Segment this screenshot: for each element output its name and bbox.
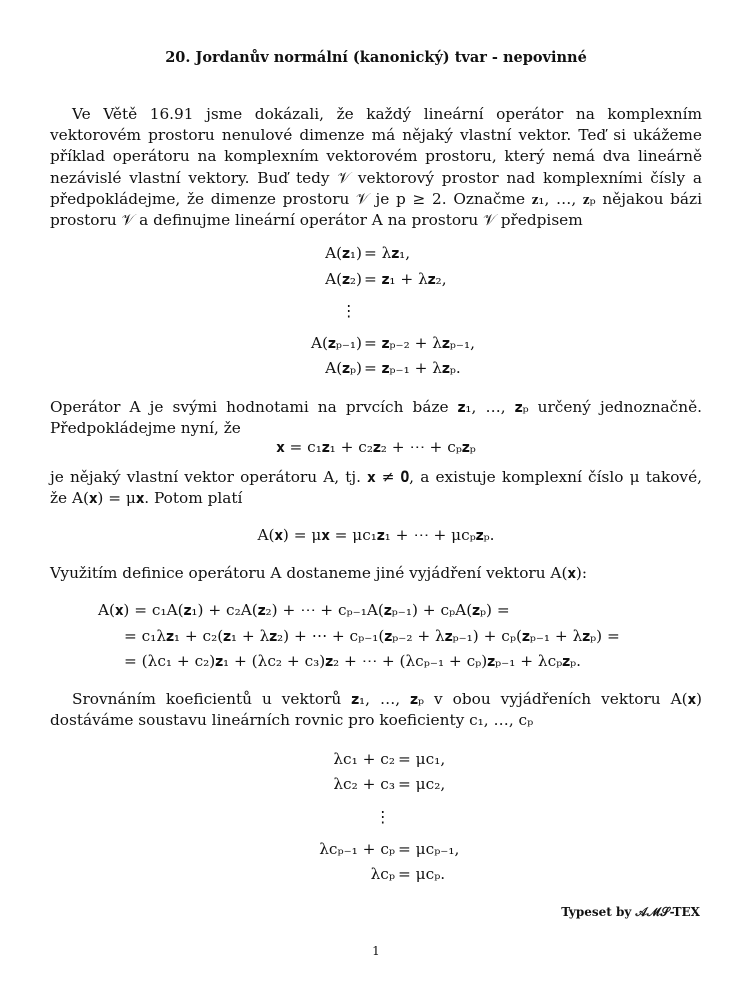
long-equation-line-2: = c₁λ𝐳₁ + c₂(𝐳₁ + λ𝐳₂) + ⋯ + cₚ₋₁(𝐳ₚ₋₂ + λ𝐳ₚ₋₁) + cₚ(𝐳ₚ₋₁ + λ𝐳ₚ) = [124, 627, 620, 645]
equation-lhs: λcₚ₋₁ + cₚ [319, 840, 395, 858]
paragraph-intro: Ve Větě 16.91 jsme dokázali, že každý lineární operátor na komplexním vektorovém prostoru nenulové dimenze má nějaký vlastní vektor. Teď si ukážeme příklad operátoru na komplexním vektorovém prostoru, který nemá dva lineárně nezávislé vlastní vektory. Buď tedy 𝒱 vektorový prostor nad komplexními čísly a předpokládejme, že dimenze prostoru 𝒱 je p ≥ 2. Označme 𝐳₁, …, 𝐳ₚ nějakou bázi prostoru 𝒱 a definujme lineární operátor A na prostoru 𝒱 předpisem [50, 105, 702, 230]
equation-rhs: = μc₁, [398, 750, 446, 768]
equation-lhs: λc₂ + c₃ [333, 775, 395, 793]
paragraph-definition-use: Využitím definice operátoru A dostaneme jiné vyjádření vektoru A(𝐱): [50, 564, 587, 582]
equation-rhs: = 𝐳ₚ₋₂ + λ𝐳ₚ₋₁, [364, 334, 475, 352]
vertical-ellipsis: ⋮ [341, 302, 357, 320]
equation-rhs: = μcₚ. [398, 865, 446, 883]
long-equation-line-3: = (λc₁ + c₂)𝐳₁ + (λc₂ + c₃)𝐳₂ + ⋯ + (λcₚ₋₁ + cₚ)𝐳ₚ₋₁ + λcₚ𝐳ₚ. [124, 652, 582, 670]
paragraph-eigenvector: je nějaký vlastní vektor operátoru A, tj. 𝐱 ≠ 𝟎, a existuje komplexní číslo μ takové, že A(𝐱) = μ𝐱. Potom platí [50, 468, 702, 508]
equation-lhs: λc₁ + c₂ [333, 750, 395, 768]
vertical-ellipsis: ⋮ [375, 808, 391, 826]
long-equation-line-1: A(𝐱) = c₁A(𝐳₁) + c₂A(𝐳₂) + ⋯ + cₚ₋₁A(𝐳ₚ₋₁) + cₚA(𝐳ₚ) = [98, 601, 510, 619]
equation-rhs: = λ𝐳₁, [364, 244, 411, 262]
equation-lhs: λcₚ [370, 865, 395, 883]
equation-rhs: = μc₂, [398, 775, 446, 793]
equation-lhs: A(𝐳₁) [325, 244, 362, 262]
equation-lhs: A(𝐳₂) [325, 270, 362, 288]
equation-ax: A(𝐱) = μ𝐱 = μc₁𝐳₁ + ⋯ + μcₚ𝐳ₚ. [257, 526, 495, 544]
equation-rhs: = 𝐳₁ + λ𝐳₂, [364, 270, 447, 288]
paragraph-comparison: Srovnáním koeficientů u vektorů 𝐳₁, …, 𝐳ₚ v obou vyjádřeních vektoru A(𝐱) dostáváme soustavu lineárních rovnic pro koeficienty c₁, …, cₚ [50, 690, 702, 730]
page-number: 1 [372, 944, 380, 958]
paragraph-basis: Operátor A je svými hodnotami na prvcích báze 𝐳₁, …, 𝐳ₚ určený jednoznačně. Předpokládejme nyní, že [50, 398, 702, 438]
equation-lhs: A(𝐳ₚ₋₁) [310, 334, 362, 352]
equation-lhs: A(𝐳ₚ) [325, 359, 362, 377]
typeset-footer: Typeset by 𝒜ℳ𝒮-TEX [561, 905, 700, 919]
section-title: 20. Jordanův normální (kanonický) tvar - nepovinné [165, 49, 587, 66]
equation-x: 𝐱 = c₁𝐳₁ + c₂𝐳₂ + ⋯ + cₚ𝐳ₚ [276, 438, 476, 456]
equation-rhs: = μcₚ₋₁, [398, 840, 460, 858]
equation-rhs: = 𝐳ₚ₋₁ + λ𝐳ₚ. [364, 359, 461, 377]
